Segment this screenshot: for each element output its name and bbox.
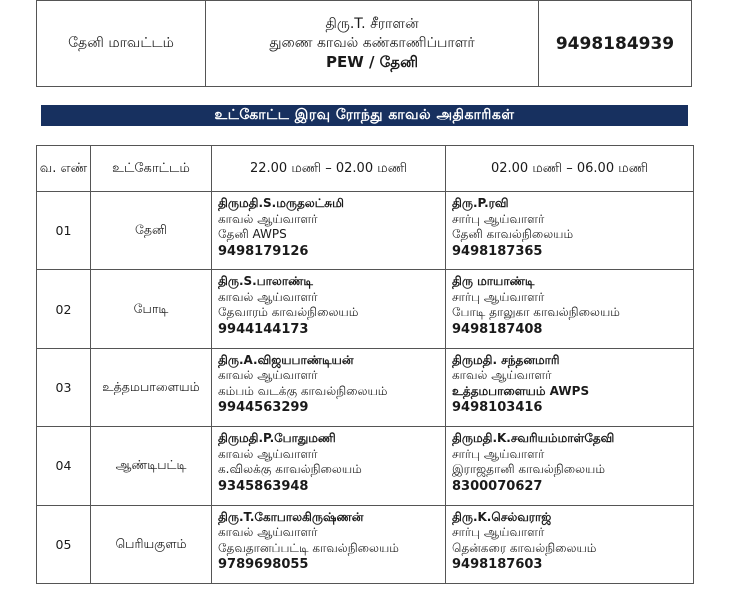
officer-name: திரு.S.பாலாண்டி [218,274,313,289]
officer-station: இராஜதானி காவல்நிலையம் [452,462,605,477]
section-banner: உட்கோட்ட இரவு ரோந்து காவல் அதிகாரிகள் [41,105,688,126]
officer-station: க.விலக்கு காவல்நிலையம் [218,462,362,477]
officer-rank: காவல் ஆய்வாளர் [218,446,318,461]
officer-phone: 9345863948 [218,478,309,494]
officer-station: கம்பம் வடக்கு காவல்நிலையம் [218,383,388,398]
table-row [37,192,694,270]
officer-name: திரு.T.கோபாலகிருஷ்ணன் [218,509,364,524]
officer-phone: 9498187408 [452,321,543,337]
officer-station: தேனி காவல்நிலையம் [452,227,574,241]
officer-rank: சார்பு ஆய்வாளர் [452,525,545,540]
officer-phone: 9498187603 [452,557,543,573]
officer-phone: 9944563299 [218,400,309,416]
row-sno: 04 [37,427,91,505]
top-info-table [36,0,692,87]
table-row [37,348,694,426]
header-sno: வ. எண் [37,146,91,192]
officer-name: திரு.T. சீராளன் [325,16,419,32]
header-shift2: 02.00 மணி – 06.00 மணி [446,146,694,192]
officer-name: திருமதி.K.சவரியம்மாள்தேவி [452,431,615,446]
officer-station: தென்கரை காவல்நிலையம் [452,540,597,555]
officer-station: தேவதானப்பட்டி காவல்நிலையம் [218,540,399,555]
night-patrol-table [36,145,694,584]
officer-rank: சார்பு ஆய்வாளர் [452,289,545,304]
shift1-officer [212,427,446,505]
row-sno: 03 [37,348,91,426]
officer-phone: 9789698055 [218,557,309,573]
shift2-officer [446,427,694,505]
district-cell: தேனி மாவட்டம் [37,1,206,87]
row-sno: 02 [37,270,91,348]
row-subdivision: ஆண்டிபட்டி [91,427,212,505]
officer-rank: சார்பு ஆய்வாளர் [452,211,545,226]
officer-station: தேனி AWPS [218,227,287,241]
officer-rank: சார்பு ஆய்வாளர் [452,446,545,461]
officer-phone: 9498187365 [452,243,543,259]
row-subdivision: உத்தமபாளையம் [91,348,212,426]
shift1-officer [212,505,446,583]
table-row [37,505,694,583]
officer-phone: 9944144173 [218,321,309,337]
officer-cell [206,1,539,87]
officer-name: திருமதி. சந்தனமாரி [452,352,560,367]
officer-rank: காவல் ஆய்வாளர் [218,289,318,304]
row-subdivision: போடி [91,270,212,348]
officer-unit: PEW / தேனி [325,53,419,71]
shift1-officer [212,192,446,270]
officer-name: திரு.A.விஜயபாண்டியன் [218,352,354,367]
officer-name: திரு மாயாண்டி [452,274,535,289]
shift2-officer [446,192,694,270]
row-subdivision: தேனி [91,192,212,270]
table-row [37,270,694,348]
officer-station: போடி தாலுகா காவல்நிலையம் [452,305,620,320]
table-header-row [37,146,694,192]
shift1-officer [212,270,446,348]
shift2-officer [446,505,694,583]
officer-station: தேவாரம் காவல்நிலையம் [218,305,359,320]
officer-name: திருமதி.S.மருதலட்சுமி [218,196,344,210]
officer-phone: 8300070627 [452,478,543,494]
header-shift1: 22.00 மணி – 02.00 மணி [212,146,446,192]
officer-rank: காவல் ஆய்வாளர் [218,368,318,383]
row-sno: 05 [37,505,91,583]
table-row [37,427,694,505]
header-subdivision: உட்கோட்டம் [91,146,212,192]
row-sno: 01 [37,192,91,270]
row-subdivision: பெரியகுளம் [91,505,212,583]
officer-name: திரு.P.ரவி [452,196,509,210]
officer-station: உத்தமபாளையம் AWPS [452,383,590,398]
shift1-officer [212,348,446,426]
officer-phone: 9498184939 [539,1,692,87]
officer-rank: காவல் ஆய்வாளர் [218,525,318,540]
officer-name: திருமதி.P.போதுமணி [218,431,336,446]
officer-name: திரு.K.செல்வராஜ் [452,509,552,524]
officer-rank: காவல் ஆய்வாளர் [452,368,552,383]
officer-phone: 9498103416 [452,400,543,416]
officer-phone: 9498179126 [218,243,309,259]
officer-rank: காவல் ஆய்வாளர் [218,211,318,226]
shift2-officer [446,348,694,426]
shift2-officer [446,270,694,348]
officer-rank: துணை காவல் கண்காணிப்பாளர் [269,35,475,51]
